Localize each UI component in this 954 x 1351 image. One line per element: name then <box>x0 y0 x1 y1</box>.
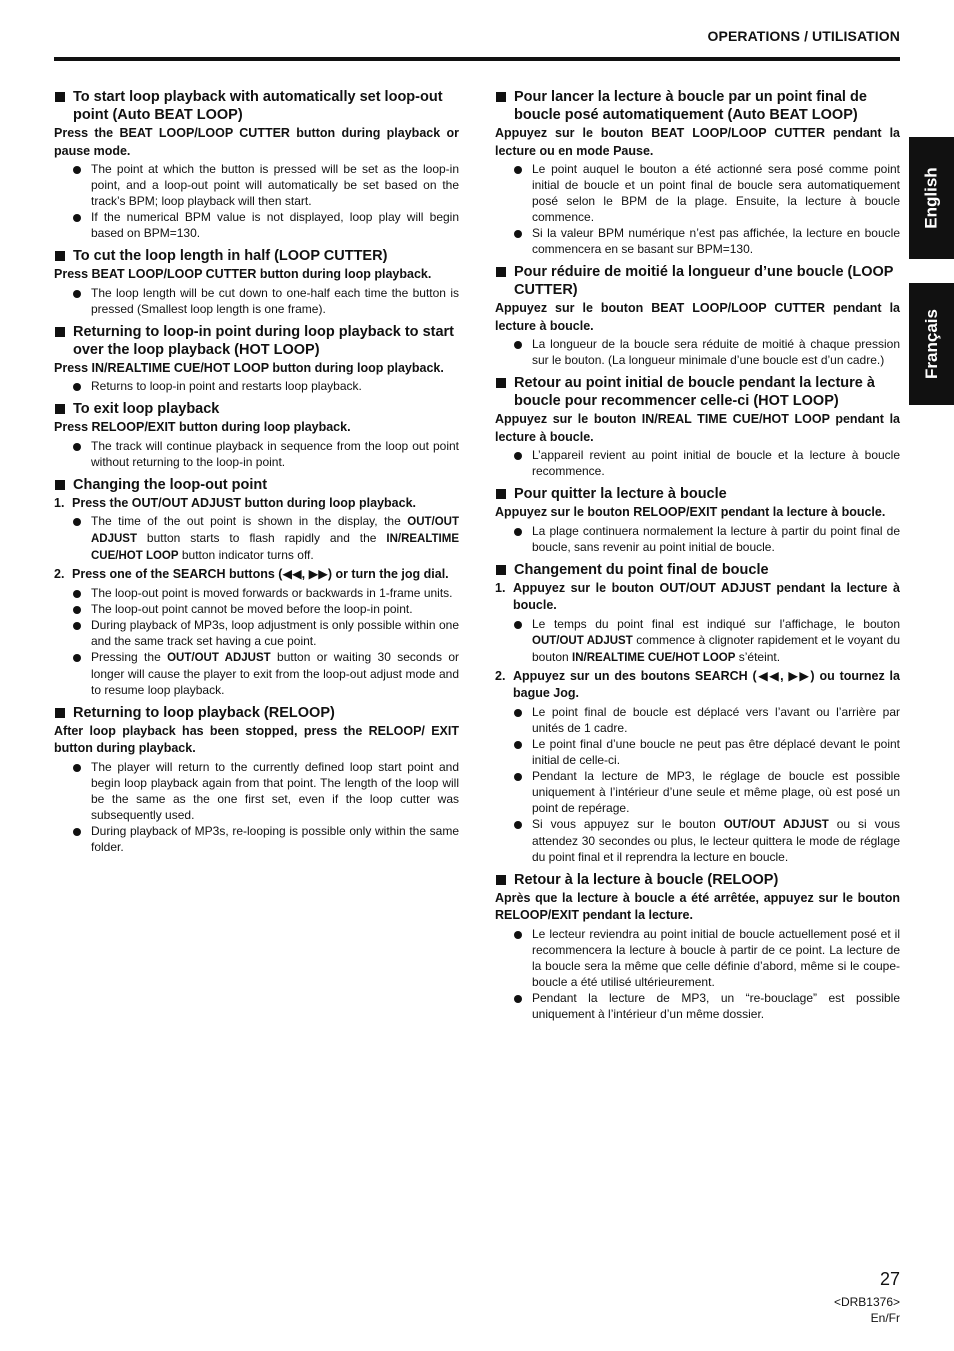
heading-text: Changement du point final de boucle <box>514 561 769 578</box>
bullet-dot-icon <box>514 528 522 536</box>
section-heading <box>495 263 900 299</box>
section-heading <box>495 561 900 579</box>
section-heading <box>495 88 900 124</box>
step-text: Appuyez sur un des boutons SEARCH (◀◀, ▶▶) ou tournez la bague Jog. <box>513 668 900 700</box>
bullet-dot-icon <box>514 621 522 629</box>
numbered-step <box>495 580 900 615</box>
bullet-item <box>495 926 900 990</box>
bullet-list <box>54 378 459 394</box>
bullet-text: During playback of MP3s, loop adjustment is only possible within one and the same track set having a cue point. <box>91 617 459 648</box>
page-header: OPERATIONS / UTILISATION <box>707 28 900 44</box>
bullet-text: s’éteint. <box>735 649 781 664</box>
bullet-text: ou si vous attendez 30 secondes ou plus, le lecteur quittera le mode de réglage du point final et il reprendra la lecture en boucle. <box>532 816 900 864</box>
bullet-text: Pressing the <box>91 649 168 664</box>
bullet-item <box>54 285 459 317</box>
bullet-dot-icon <box>73 214 81 222</box>
tab-francais[interactable] <box>909 283 954 405</box>
heading-text: Pour quitter la lecture à boucle <box>514 486 727 502</box>
heading-text: Returning to loop-in point during loop playback to start over the loop playback (HOT LOOP) <box>73 323 455 358</box>
bullet-list <box>495 616 900 666</box>
bullet-item <box>54 585 459 601</box>
bullet-list <box>495 161 900 257</box>
section-heading <box>54 704 459 722</box>
bullet-text: Si vous appuyez sur le bouton <box>532 816 724 831</box>
bullet-list <box>54 513 459 564</box>
bullet-item <box>54 513 459 564</box>
section-heading <box>54 323 459 359</box>
instruction: Après que la lecture à boucle a été arrêtée, appuyez sur le bouton RELOOP/EXIT pendant la lecture. <box>495 890 900 922</box>
french-column <box>495 88 900 1028</box>
lang-code: En/Fr <box>870 1311 900 1325</box>
bullet-text: The loop length will be cut down to one-half each time the button is pressed (Smallest loop length is one frame). <box>91 285 459 316</box>
heading-text: Retour à la lecture à boucle (RELOOP) <box>514 871 779 888</box>
section-heading <box>54 476 459 494</box>
step-number: 1. <box>495 580 506 595</box>
bullet-text: La plage continuera normalement la lecture à partir du point final de boucle, sans revenir au point initial de boucle. <box>532 523 900 554</box>
bullet-text: The loop-out point cannot be moved before the loop-in point. <box>91 601 413 616</box>
instruction: Press RELOOP/EXIT button during loop playback. <box>54 420 351 434</box>
bullet-text: Le temps du point final est indiqué sur l’affichage, le bouton <box>532 616 900 631</box>
bullet-dot-icon <box>514 773 522 781</box>
bullet-list <box>495 704 900 865</box>
heading-text: Pour lancer la lecture à boucle par un point final de boucle posé automatiquement (Auto BEAT LOOP) <box>514 89 867 123</box>
page-number: 27 <box>879 1269 900 1289</box>
bullet-text: commence à clignoter rapidement et le voyant du bouton <box>532 632 900 664</box>
section-reloop-fr <box>495 871 900 1022</box>
section-heading <box>54 88 459 124</box>
step-number: 1. <box>54 495 65 510</box>
section-auto-beat-loop-fr <box>495 88 900 257</box>
square-bullet-icon <box>55 251 65 261</box>
square-bullet-icon <box>55 404 65 414</box>
heading-text: To exit loop playback <box>73 401 220 417</box>
bullet-text: Le lecteur reviendra au point initial de boucle actuellement posé et il recommencera la lecture à boucle à partir de ce point. La lecture de la boucle sera la même que celle définie d’abord, même si le coupe-boucle a été utilisé ultérieurement. <box>532 926 900 989</box>
bullet-list <box>495 336 900 368</box>
section-exit-loop-fr <box>495 485 900 555</box>
instruction: Press IN/REALTIME CUE/HOT LOOP button during loop playback. <box>54 360 444 375</box>
bullet-item <box>495 768 900 816</box>
section-auto-beat-loop <box>54 88 459 241</box>
bullet-dot-icon <box>514 741 522 749</box>
section-loop-cutter <box>54 247 459 317</box>
bullet-text: The time of the out point is shown in the display, the <box>91 514 408 528</box>
bullet-item <box>495 816 900 865</box>
bullet-dot-icon <box>514 995 522 1003</box>
heading-text: Changing the loop-out point <box>73 476 268 493</box>
bullet-text: The loop-out point is moved forwards or backwards in 1-frame units. <box>91 585 453 600</box>
bullet-dot-icon <box>514 341 522 349</box>
bullet-item <box>495 736 900 768</box>
english-column <box>54 88 459 861</box>
numbered-step <box>54 495 459 513</box>
heading-text: Returning to loop playback (RELOOP) <box>73 704 335 721</box>
bullet-dot-icon <box>73 518 81 526</box>
bullet-text: Returns to loop-in point and restarts loop playback. <box>91 379 362 393</box>
tab-english[interactable] <box>909 137 954 259</box>
section-heading <box>495 871 900 889</box>
doc-code: <DRB1376> <box>833 1295 900 1309</box>
bullet-dot-icon <box>73 828 81 836</box>
instruction: Press BEAT LOOP/LOOP CUTTER button during loop playback. <box>54 267 432 281</box>
heading-text: Pour réduire de moitié la longueur d’une boucle (LOOP CUTTER) <box>514 264 894 298</box>
bullet-text: button starts to flash rapidly and the <box>137 531 387 545</box>
bullet-item <box>54 759 459 823</box>
bullet-dot-icon <box>73 290 81 298</box>
step-number: 2. <box>54 567 65 581</box>
bullet-list <box>495 447 900 479</box>
bold-text: OUT/OUT ADJUST <box>167 651 271 664</box>
bullet-dot-icon <box>514 709 522 717</box>
numbered-step <box>495 668 900 703</box>
section-heading <box>495 374 900 410</box>
square-bullet-icon <box>55 480 65 490</box>
header-rule <box>54 57 900 61</box>
bullet-text: La longueur de la boucle sera réduite de moitié à chaque pression sur le bouton. (La longueur minimale d’une boucle est d’un cadre.) <box>532 337 900 367</box>
bullet-item <box>495 616 900 666</box>
square-bullet-icon <box>496 92 506 102</box>
bullet-text: During playback of MP3s, re-looping is possible only within the same folder. <box>91 823 459 854</box>
bullet-item <box>54 209 459 241</box>
bullet-dot-icon <box>514 821 522 829</box>
bullet-text: If the numerical BPM value is not displayed, loop play will begin based on BPM=130. <box>91 210 459 240</box>
section-hot-loop <box>54 323 459 395</box>
bullet-item <box>54 438 459 470</box>
bullet-item <box>495 704 900 736</box>
bullet-list <box>54 438 459 470</box>
bold-text: IN/REALTIME CUE/HOT LOOP <box>91 533 459 562</box>
heading-text: To start loop playback with automatically set loop-out point (Auto BEAT LOOP) <box>73 89 443 123</box>
bullet-list <box>54 585 459 698</box>
bullet-item <box>54 617 459 649</box>
bullet-list <box>54 759 459 855</box>
bold-text: OUT/OUT ADJUST <box>532 634 633 647</box>
section-loop-cutter-fr <box>495 263 900 368</box>
section-heading <box>54 247 459 265</box>
square-bullet-icon <box>496 378 506 388</box>
bullet-list <box>54 285 459 317</box>
bullet-dot-icon <box>73 590 81 598</box>
bullet-list <box>495 523 900 555</box>
instruction: Appuyez sur le bouton BEAT LOOP/LOOP CUTTER pendant la lecture ou en mode Pause. <box>495 126 900 158</box>
document-code <box>834 1294 900 1326</box>
bullet-dot-icon <box>514 931 522 939</box>
bullet-dot-icon <box>73 443 81 451</box>
bullet-list <box>495 926 900 1022</box>
bullet-item <box>495 523 900 555</box>
instruction: Press the BEAT LOOP/LOOP CUTTER button during playback or pause mode. <box>54 126 459 158</box>
bullet-dot-icon <box>73 622 81 630</box>
square-bullet-icon <box>55 327 65 337</box>
bold-text: IN/REALTIME CUE/HOT LOOP <box>572 651 736 664</box>
bullet-item <box>495 225 900 257</box>
step-number: 2. <box>495 668 506 683</box>
square-bullet-icon <box>496 267 506 277</box>
bullet-text: The player will return to the currently defined loop start point and begin loop playback again from that point. The length of the loop will be the same as the one first set, even if the loop cutter was subsequently used. <box>91 759 459 822</box>
bullet-item <box>495 336 900 368</box>
bullet-item <box>495 161 900 225</box>
bullet-dot-icon <box>514 166 522 174</box>
bullet-text: Le point auquel le bouton a été actionné sera posé comme point initial de boucle et un point final de boucle sera automatiquement posé selon le BPM de la plage. Ensuite, la lecture à boucle commence. <box>532 162 900 224</box>
section-reloop <box>54 704 459 855</box>
square-bullet-icon <box>55 708 65 718</box>
tab-francais-label: Français <box>921 309 941 379</box>
step-text: Appuyez sur le bouton OUT/OUT ADJUST pendant la lecture à boucle. <box>513 580 900 612</box>
bullet-dot-icon <box>73 383 81 391</box>
section-heading <box>495 485 900 503</box>
step-text: Press the OUT/OUT ADJUST button during loop playback. <box>72 495 417 510</box>
instruction: Appuyez sur le bouton RELOOP/EXIT pendant la lecture à boucle. <box>495 505 886 519</box>
bold-text: OUT/OUT ADJUST <box>723 818 829 831</box>
heading-text: To cut the loop length in half (LOOP CUTTER) <box>73 248 388 264</box>
section-change-loop-out <box>54 476 459 698</box>
section-heading <box>54 400 459 418</box>
bullet-item <box>54 649 459 698</box>
bullet-dot-icon <box>73 166 81 174</box>
square-bullet-icon <box>55 92 65 102</box>
bullet-item <box>54 161 459 209</box>
bold-text: OUT/OUT ADJUST <box>91 516 459 545</box>
section-change-loop-out-fr <box>495 561 900 865</box>
bullet-text: button indicator turns off. <box>178 548 314 562</box>
bullet-text: L’appareil revient au point initial de boucle et la lecture à boucle recommence. <box>532 448 900 478</box>
bullet-text: button or waiting 30 seconds or longer will cause the player to exit from the loop-out adjust mode and to resume loop playback. <box>91 649 459 697</box>
bullet-item <box>54 378 459 394</box>
bullet-item <box>495 447 900 479</box>
bullet-text: Si la valeur BPM numérique n’est pas affichée, la lecture en boucle commencera en se basant sur BPM=130. <box>532 226 900 256</box>
instruction: Appuyez sur le bouton IN/REAL TIME CUE/HOT LOOP pendant la lecture à boucle. <box>495 412 900 444</box>
step-text: Press one of the SEARCH buttons (◀◀, ▶▶) or turn the jog dial. <box>72 567 449 581</box>
square-bullet-icon <box>496 489 506 499</box>
bullet-dot-icon <box>73 606 81 614</box>
square-bullet-icon <box>496 565 506 575</box>
bullet-text: Le point final d’une boucle ne peut pas être déplacé devant le point initial de celle-ci. <box>532 736 900 767</box>
instruction: Appuyez sur le bouton BEAT LOOP/LOOP CUTTER pendant la lecture à boucle. <box>495 301 900 333</box>
bullet-text: Le point final de boucle est déplacé vers l’avant ou l’arrière par unités de 1 cadre. <box>532 704 900 735</box>
bullet-dot-icon <box>73 654 81 662</box>
bullet-item <box>54 601 459 617</box>
numbered-step <box>54 566 459 584</box>
heading-text: Retour au point initial de boucle pendant la lecture à boucle pour recommencer celle-ci (HOT LOOP) <box>514 375 875 409</box>
bullet-dot-icon <box>73 764 81 772</box>
section-exit-loop <box>54 400 459 470</box>
bullet-list <box>54 161 459 241</box>
instruction: After loop playback has been stopped, press the RELOOP/ EXIT button during playback. <box>54 723 459 755</box>
section-hot-loop-fr <box>495 374 900 479</box>
bullet-text: The point at which the button is pressed will be set as the loop-in point, and a loop-out point will automatically be set based on the track’s BPM; loop playback will then start. <box>91 162 459 208</box>
bullet-dot-icon <box>514 452 522 460</box>
bullet-item <box>495 990 900 1022</box>
tab-english-label: English <box>921 167 941 229</box>
bullet-text: Pendant la lecture de MP3, le réglage de boucle est possible uniquement à l’intérieur d’une seule et même plage, où est posé un point de repérage. <box>532 768 900 815</box>
bullet-item <box>54 823 459 855</box>
square-bullet-icon <box>496 875 506 885</box>
bullet-text: Pendant la lecture de MP3, un “re-bouclage” est possible uniquement à l’intérieur d’un même dossier. <box>532 990 900 1021</box>
bullet-dot-icon <box>514 230 522 238</box>
bullet-text: The track will continue playback in sequence from the loop out point without returning to the loop-in point. <box>91 438 459 469</box>
